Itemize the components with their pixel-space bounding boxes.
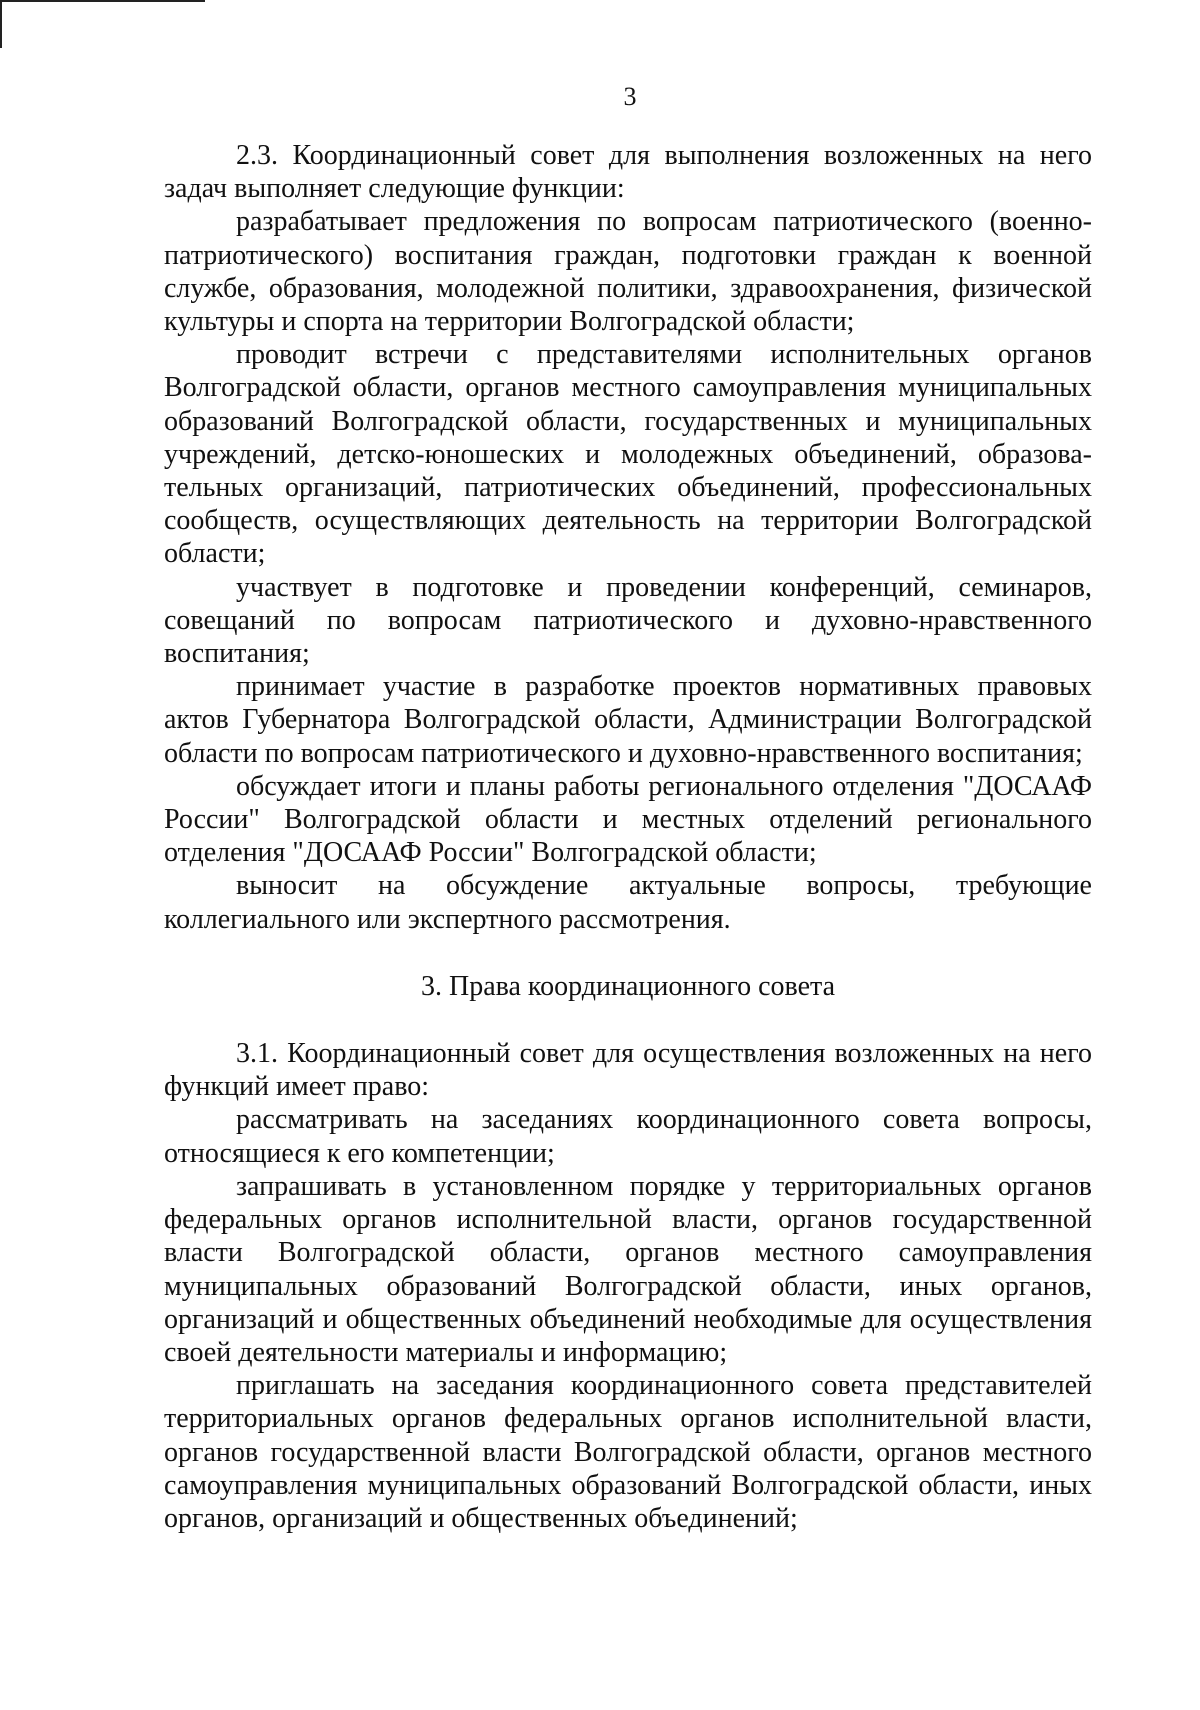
page-number: 3 — [623, 82, 637, 111]
section-3-heading: 3. Права координационного совета — [420, 970, 836, 1002]
right-invite-representatives: приглашать на заседания координационного совета представителей территориальных органов федеральных органов исполнительной власти, органов государственной власти Волгоградской области, органов местного самоуправления муниципальных образований Волгоградской области, иных органов, организаций и общественных объединений; — [164, 1370, 1092, 1534]
document-body — [164, 139, 1092, 1535]
function-develops-proposals: разрабатывает предложения по вопросам патриотического (военно-патриотического) воспитания граждан, подготовки граждан к военной службе, образования, молодежной политики, здравоохранения, физической культуры и спорта на территории Волгоградской области; — [164, 206, 1092, 338]
function-holds-meetings: проводит встречи с представителями исполнительных органов Волгоградской области, органов местного самоуправления муниципальных образований Волгоградской области, государственных и муниципальных учреждений, детско-юношеских и молодежных объединений, образова-тельных организаций, патриотических объединений, профессиональных сообществ, осуществляющих деятельность на территории Волгоградской области; — [164, 339, 1092, 570]
function-discusses-dosaaf: обсуждает итоги и планы работы регионального отделения "ДОСААФ России" Волгоградской области и местных отделений регионального отделения "ДОСААФ России" Волгоградской области; — [164, 770, 1092, 869]
function-raises-issues: выносит на обсуждение актуальные вопросы, требующие коллегиального или экспертного рассмотрения. — [164, 870, 1092, 935]
scan-edge-top — [0, 0, 205, 2]
function-participates-conferences: участвует в подготовке и проведении конференций, семинаров, совещаний по вопросам патриотического и духовно-нравственного воспитания; — [164, 571, 1092, 670]
paragraph-3-1: 3.1. Координационный совет для осуществления возложенных на него функций имеет право: — [164, 1038, 1092, 1103]
paragraph-2-3: 2.3. Координационный совет для выполнения возложенных на него задач выполняет следующие функции: — [164, 140, 1092, 205]
right-consider-issues: рассматривать на заседаниях координационного совета вопросы, относящиеся к его компетенции; — [164, 1104, 1092, 1169]
right-request-materials: запрашивать в установленном порядке у территориальных органов федеральных органов исполнительной власти, органов государственной власти Волгоградской области, органов местного самоуправления муниципальных образований Волгоградской области, иных органов, организаций и общественных объединений необходимые для осуществления своей деятельности материалы и информацию; — [164, 1170, 1092, 1368]
scan-edge-left — [0, 0, 2, 48]
function-drafts-legal-acts: принимает участие в разработке проектов нормативных правовых актов Губернатора Волгоградской области, Администрации Волгоградской области по вопросам патриотического и духовно-нравственного воспитания; — [164, 671, 1092, 769]
